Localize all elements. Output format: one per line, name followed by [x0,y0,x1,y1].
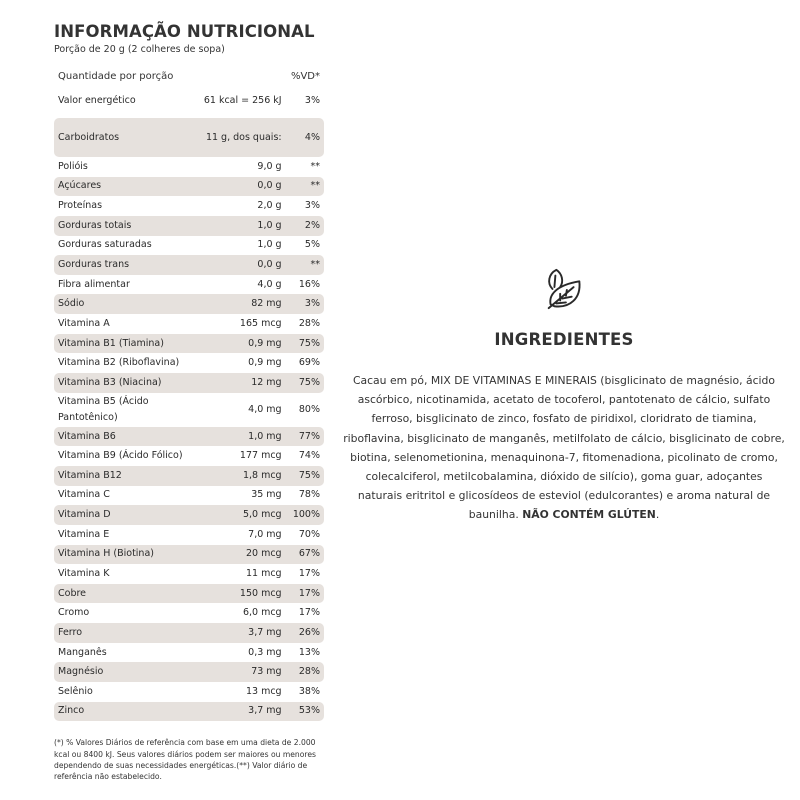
nutrient-vd: 4% [304,131,320,143]
nutrient-name: Vitamina E [58,528,110,540]
nutrient-amount: 82 mg [251,298,282,310]
table-row [54,294,324,314]
nutrient-name: Vitamina B5 (Ácido Pantotênico) [58,395,149,423]
ingredients-panel [340,266,788,525]
table-row [54,255,324,275]
table-row [54,584,324,604]
table-row [54,486,324,506]
nutrient-name: Vitamina B1 (Tiamina) [58,337,164,349]
nutrient-vd: 74% [298,450,320,462]
table-row [54,157,324,177]
nutrient-name: Manganês [58,646,107,658]
nutrient-vd: ** [310,259,320,271]
nutrient-vd: 17% [298,567,320,579]
nutrient-name: Cromo [58,607,90,619]
table-row [54,702,324,722]
nutrient-amount: 1,0 g [257,219,282,231]
nutrient-amount: 0,9 mg [248,357,282,369]
nutrient-vd: 78% [298,489,320,501]
ingredients-title: INGREDIENTES [494,330,634,349]
nutrient-vd: 69% [298,357,320,369]
nutrient-name: Gorduras trans [58,259,130,271]
nutrient-amount: 150 mcg [239,587,282,599]
nutrient-vd: 67% [298,548,320,560]
nutrient-name: Zinco [58,705,85,717]
nutrient-vd: 70% [298,528,320,540]
table-row [54,393,324,427]
nutrition-panel [54,22,326,782]
table-row [54,314,324,334]
nutrient-name: Gorduras saturadas [58,239,152,251]
nutrient-amount: 2,0 g [257,200,282,212]
nutrient-amount: 6,0 mcg [242,607,282,619]
table-row [54,682,324,702]
nutrient-vd: 3% [304,200,320,212]
nutrient-vd: 17% [298,607,320,619]
table-row [54,236,324,256]
nutrient-amount: 7,0 mg [248,528,282,540]
nutrient-name: Vitamina B2 (Riboflavina) [58,357,180,369]
table-row [54,505,324,525]
nutrient-name: Magnésio [58,666,104,678]
nutrient-name: Vitamina K [58,567,110,579]
nutrient-amount: 0,9 mg [248,337,282,349]
nutrient-amount: 35 mg [251,489,282,501]
nutrient-amount: 61 kcal = 256 kJ [203,95,282,106]
nutrient-name: Sódio [58,298,85,310]
nutrient-amount: 73 mg [251,666,282,678]
nutrient-amount: 1,8 mcg [242,469,282,481]
nutrient-name: Gorduras totais [58,219,132,231]
portion-size: Porção de 20 g (2 colheres de sopa) [54,44,225,55]
nutrient-amount: 11 g, dos quais: [205,131,282,143]
nutrition-table [54,68,324,721]
nutrient-name: Proteínas [58,200,103,212]
nutrient-amount: 5,0 mcg [242,509,282,521]
nutrient-vd: 16% [298,278,320,290]
leaf-icon [541,266,587,312]
nutrient-amount: 12 mg [251,376,282,388]
table-row [54,118,324,157]
nutrient-name: Vitamina B9 (Ácido Fólico) [58,450,183,462]
ingredients-text: Cacau em pó, MIX DE VITAMINAS E MINERAIS (bisglicinato de magnésio, ácido ascórbico, nicotinamida, acetato de tocoferol, pantotenato de cálcio, sulfato ferroso, bisglicinato de zinco, fosfato de piridixol, cloridrato de tiamina, riboflavina, bisglicinato de manganês, metilfolato de cálcio, bisglicinato de cobre, biotina, selenometionina, menaquinona-7, fitomenadiona, picolinato de cromo, colecalciferol, metilcobalamina, dióxido de silício), goma guar, adoçantes naturais eritritol e glicosídeos de esteviol (edulcorantes) e aroma natural de baunilha. NÃO CONTÉM GLÚTEN. [343,374,785,522]
nutrient-vd: 28% [298,666,320,678]
nutrient-vd: 26% [298,626,320,638]
nutrient-amount: 165 mcg [239,317,282,329]
table-row [54,466,324,486]
nutrient-amount: 0,0 g [257,259,282,271]
table-row [54,373,324,393]
nutrient-name: Açúcares [58,180,102,192]
table-row [54,564,324,584]
nutrient-vd: 17% [298,587,320,599]
nutrient-name: Vitamina B3 (Niacina) [58,376,162,388]
nutrient-vd: 75% [298,376,320,388]
table-row [54,643,324,663]
nutrition-title: INFORMAÇÃO NUTRICIONAL [54,22,315,41]
nutrient-amount: 11 mcg [245,567,282,579]
nutrient-name: Vitamina H (Biotina) [58,548,154,560]
nutrient-vd: 53% [298,705,320,717]
nutrient-amount: 4,0 mg [248,403,282,415]
nutrient-vd: 75% [298,337,320,349]
nutrition-table-header [54,68,324,84]
nutrient-amount: 3,7 mg [248,626,282,638]
nutrient-name: Vitamina B6 [58,430,116,442]
nutrient-vd: 75% [298,469,320,481]
table-row [54,525,324,545]
table-row [54,446,324,466]
nutrient-vd: 77% [298,430,320,442]
ingredients-list: Cacau em pó, MIX DE VITAMINAS E MINERAIS (bisglicinato de magnésio, ácido ascórbico, nicotinamida, acetato de tocoferol, pantotenato de cálcio, sulfato ferroso, bisglicinato de zinco, fosfato de piridixol, cloridrato de tiamina, riboflavina, bisglicinato de manganês, metilfolato de cálcio, bisglicinato de cobre, biotina, selenometionina, menaquinona-7, fitomenadiona, picolinato de cromo, colecalciferol, metilcobalamina, dióxido de silício), goma guar, adoçantes naturais eritritol e glicosídeos de esteviol (edulcorantes) e aroma natural de baunilha. [343,374,785,522]
nutrient-amount: 177 mcg [239,450,282,462]
nutrient-name: Vitamina B12 [58,469,122,481]
table-row [54,275,324,295]
nutrient-amount: 1,0 g [257,239,282,251]
nutrient-name: Vitamina A [58,317,110,329]
table-row [54,177,324,197]
nutrient-amount: 3,7 mg [248,705,282,717]
nutrient-vd: 3% [304,95,320,106]
nutrient-name: Fibra alimentar [58,278,130,290]
table-row [54,334,324,354]
nutrient-name: Carboidratos [58,131,120,143]
nutrient-vd: 80% [298,403,320,415]
table-row [54,603,324,623]
nutrient-name: Ferro [58,626,83,638]
table-row [54,84,324,118]
nutrient-name: Polióis [58,160,88,172]
header-vd: %VD* [290,70,320,82]
nutrient-vd: ** [310,180,320,192]
footnote: (*) % Valores Diários de referência com base em uma dieta de 2.000 kcal ou 8400 kJ. Seus valores diários podem ser maiores ou menores dependendo de suas necessidades energéticas.(**) Valor diário de referência não estabelecido. [54,738,316,782]
nutrient-amount: 1,0 mg [248,430,282,442]
table-row [54,427,324,447]
table-row [54,545,324,565]
nutrient-amount: 0,3 mg [248,646,282,658]
table-row [54,216,324,236]
nutrient-amount: 13 mcg [245,685,282,697]
nutrient-name: Cobre [58,587,87,599]
nutrient-vd: ** [310,160,320,172]
nutrition-rows [54,84,324,721]
nutrient-vd: 13% [298,646,320,658]
table-row [54,353,324,373]
table-row [54,196,324,216]
gluten-note: NÃO CONTÉM GLÚTEN [522,508,656,522]
header-quantity: Quantidade por porção [58,70,174,82]
nutrient-amount: 4,0 g [257,278,282,290]
nutrient-vd: 3% [304,298,320,310]
nutrient-amount: 20 mcg [245,548,282,560]
nutrient-vd: 28% [298,317,320,329]
nutrient-vd: 5% [304,239,320,251]
nutrient-amount: 9,0 g [257,160,282,172]
table-row [54,662,324,682]
nutrient-name: Valor energético [58,95,136,106]
table-row [54,623,324,643]
nutrient-vd: 100% [292,509,320,521]
nutrient-amount: 0,0 g [257,180,282,192]
nutrient-name: Vitamina D [58,509,111,521]
nutrient-name: Vitamina C [58,489,110,501]
nutrient-vd: 2% [304,219,320,231]
nutrient-name: Selênio [58,685,93,697]
nutrient-vd: 38% [298,685,320,697]
